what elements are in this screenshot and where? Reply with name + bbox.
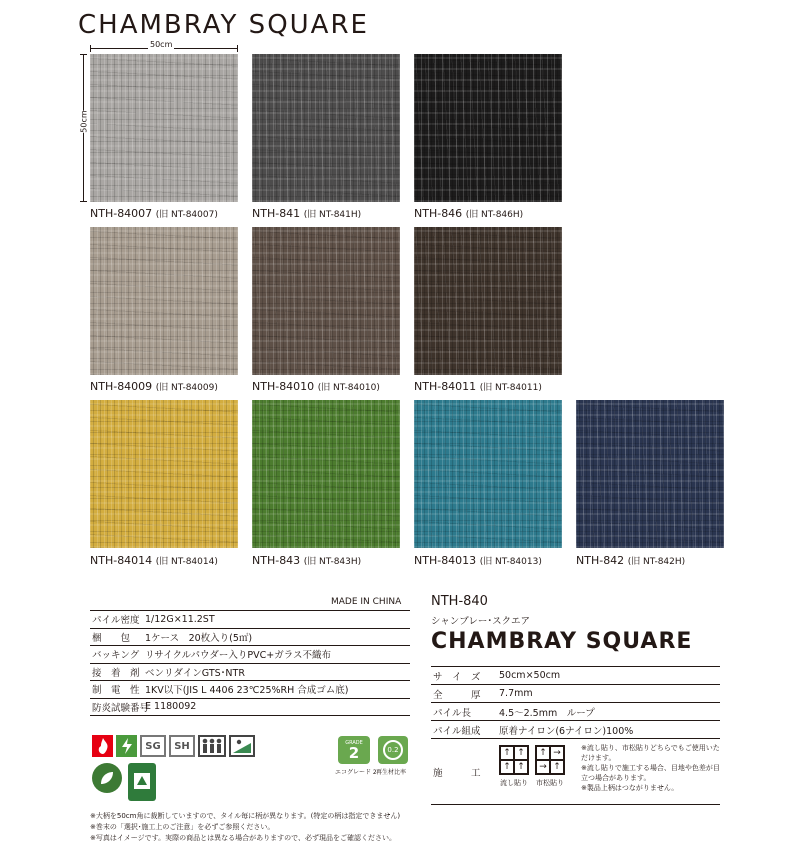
page-title: CHAMBRAY SQUARE: [78, 10, 369, 40]
spec-key: パイル組成: [433, 725, 481, 737]
spec-value: リサイクルパウダー入りPVC+ガラス不織布: [145, 650, 331, 662]
spec-table: [90, 610, 410, 716]
recycle-badge: [378, 736, 408, 764]
spec-row: [431, 685, 720, 703]
install-diagrams: [499, 739, 581, 804]
note-line: ※巻末の「選択･施工上のご注意」を必ずご参照ください。: [90, 823, 275, 831]
certification-icons: [92, 735, 255, 757]
install-caption: 流し貼り: [500, 779, 528, 787]
spec-row: [431, 721, 720, 739]
arrow-up-icon: ↑: [536, 746, 550, 760]
note-line: ※流し貼り、市松貼りどちらでもご使用いただけます。: [581, 744, 720, 762]
spec-value: 7.7mm: [499, 688, 533, 699]
swatch-label: NTH-842 (旧 NT-842H): [576, 554, 686, 567]
swatch-label: NTH-84013 (旧 NT-84013): [414, 554, 542, 567]
grade-caption: エコグレード 2: [335, 769, 377, 776]
product-name: CHAMBRAY SQUARE: [431, 629, 693, 654]
swatch-image: [252, 227, 400, 375]
spec-value: 1/12G×11.2ST: [145, 613, 215, 625]
arrow-up-icon: ↑: [500, 746, 514, 760]
people-icon: [198, 735, 226, 757]
spec-row: [90, 611, 410, 629]
note-line: ※写真はイメージです。実際の商品とは異なる場合がありますので、必ず現品をご確認ください。: [90, 834, 396, 842]
eco-leaf-icon: [92, 763, 122, 793]
swatch-image: [414, 400, 562, 548]
grade-number: 2: [348, 744, 360, 762]
spec-key: サ イ ズ: [433, 671, 481, 683]
product-code: NTH-840: [431, 594, 488, 609]
spec-row: [90, 664, 410, 682]
spec-row: [431, 703, 720, 721]
height-dimension-label: 50cm: [79, 110, 89, 133]
arrow-right-icon: →: [536, 760, 550, 774]
spec-row: [90, 699, 410, 717]
arrow-up-icon: ↑: [514, 746, 528, 760]
spec-row: [90, 681, 410, 699]
swatch-image: [576, 400, 724, 548]
sh-mark-icon: SH: [169, 735, 195, 757]
spec-value: E 1180092: [145, 701, 197, 713]
spec-key: 全 厚: [433, 689, 481, 701]
swatch-label: NTH-84010 (旧 NT-84010): [252, 380, 380, 393]
eco-label-icons: [92, 763, 156, 801]
swatch-label: NTH-843 (旧 NT-843H): [252, 554, 362, 567]
swatch-image: [90, 400, 238, 548]
recycle-icon: 0.2: [383, 740, 403, 760]
install-row: [431, 739, 720, 805]
spec-key: 接 着 剤: [92, 667, 140, 679]
straight-lay-diagram: [499, 745, 529, 804]
arrow-up-icon: ↑: [550, 760, 564, 774]
notes: [90, 811, 420, 844]
note-line: ※製品上柄はつながりません。: [581, 784, 679, 792]
note-line: ※大柄を50cm角に裁断していますので、タイル毎に柄が異なります。(特定の柄は指定できません): [90, 812, 401, 820]
arrow-up-icon: ↑: [500, 760, 514, 774]
swatch-label: NTH-84011 (旧 NT-84011): [414, 380, 542, 393]
swatch-image: [414, 227, 562, 375]
spec-row: [90, 646, 410, 664]
spec-key: 防炎試験番号: [92, 702, 150, 714]
slope-icon: [229, 735, 255, 757]
product-kana: シャンブレー･スクエア: [431, 616, 530, 627]
arrow-up-icon: ↑: [514, 760, 528, 774]
swatch-image: [90, 54, 238, 202]
checker-lay-diagram: [535, 745, 565, 804]
spec-key: 制 電 性: [92, 685, 140, 697]
green-purchase-icon: [128, 763, 156, 801]
spec-row: [431, 667, 720, 685]
swatch-label: NTH-841 (旧 NT-841H): [252, 207, 362, 220]
spec-value: 4.5～2.5mm ループ: [499, 707, 595, 719]
made-in-label: MADE IN CHINA: [331, 597, 402, 607]
grade-small-label: GRADE: [345, 740, 363, 746]
sg-mark-icon: SG: [140, 735, 166, 757]
swatch-image: [252, 400, 400, 548]
fire-retardant-icon: [92, 735, 113, 757]
install-key: 施 工: [433, 767, 481, 779]
recycle-caption: 再生材比率: [376, 769, 407, 776]
install-notes: [581, 739, 720, 804]
note-line: ※流し貼りで施工する場合、目地や色差が目立つ場合があります。: [581, 764, 720, 782]
spec-value: 50cm×50cm: [499, 670, 561, 681]
spec-value: 1ケース 20枚入り(5㎡): [145, 632, 253, 644]
width-dimension-label: 50cm: [150, 40, 173, 49]
spec-key: パイル長: [433, 707, 472, 719]
install-caption: 市松貼り: [536, 779, 564, 787]
spec-key: 梱 包: [92, 632, 131, 644]
spec-row: [90, 629, 410, 647]
swatch-image: [414, 54, 562, 202]
spec-value: 1KV以下(JIS L 4406 23℃25%RH 合成ゴム底): [145, 685, 349, 697]
swatch-label: NTH-846 (旧 NT-846H): [414, 207, 524, 220]
static-control-icon: [116, 735, 137, 757]
spec-key: パイル密度: [92, 615, 140, 627]
product-spec-table: [431, 666, 720, 805]
swatch-label: NTH-84009 (旧 NT-84009): [90, 380, 218, 393]
eco-grade-badge: [338, 736, 370, 764]
spec-key: バッキング: [92, 650, 140, 662]
arrow-right-icon: →: [550, 746, 564, 760]
swatch-image: [252, 54, 400, 202]
spec-value: 原着ナイロン(6ナイロン)100%: [499, 725, 634, 737]
swatch-label: NTH-84014 (旧 NT-84014): [90, 554, 218, 567]
spec-value: ベンリダインGTS･NTR: [145, 667, 245, 679]
swatch-label: NTH-84007 (旧 NT-84007): [90, 207, 218, 220]
swatch-image: [90, 227, 238, 375]
